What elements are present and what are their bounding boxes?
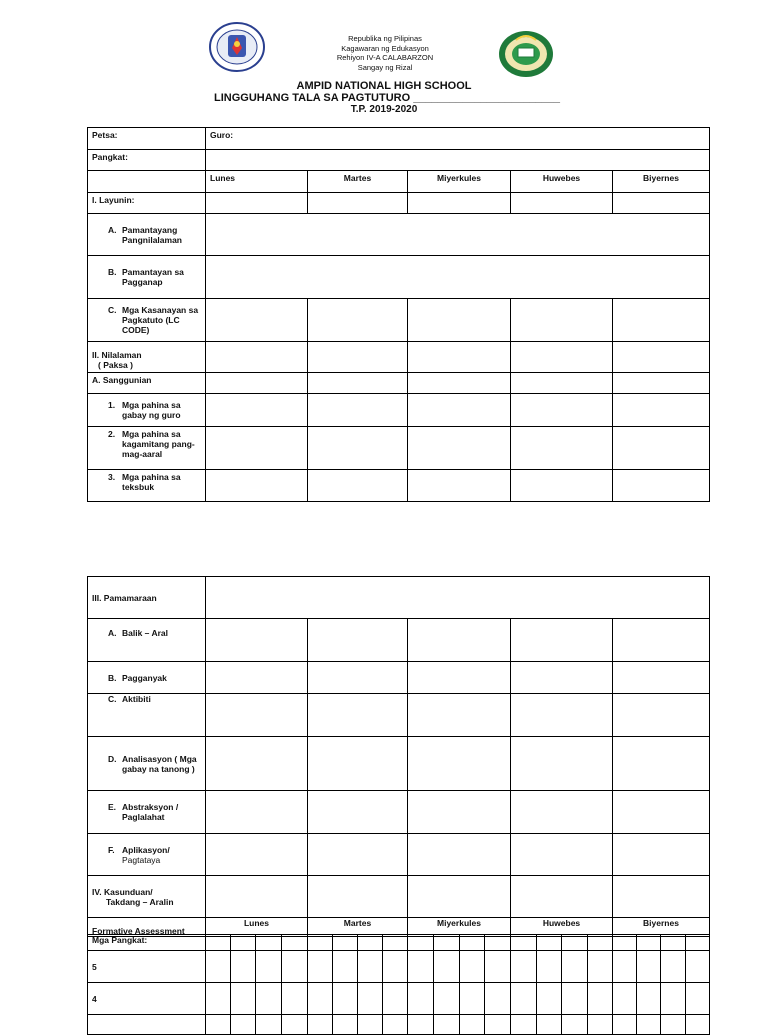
item-text: Mga pahina sa gabay ng guro (122, 400, 181, 420)
gabay-guro-miyerkules[interactable] (408, 394, 511, 427)
pagganyak-biyernes[interactable] (613, 662, 710, 694)
aktibiti-huwebes[interactable] (511, 694, 613, 737)
day-header-martes: Martes (308, 171, 408, 193)
score-cell[interactable] (588, 983, 613, 1015)
score-cell[interactable] (485, 1015, 511, 1035)
item-number: 1. (108, 400, 116, 410)
formative-assessment-grid (87, 934, 710, 1035)
kasunduan-text: IV. Kasunduan/ (92, 886, 153, 897)
aktibiti-biyernes[interactable] (613, 694, 710, 737)
score-cell[interactable] (511, 1015, 537, 1035)
takdang-aralin-text: Takdang – Aralin (106, 896, 174, 907)
score-cell[interactable] (511, 951, 537, 983)
republic-line: Republika ng Pilipinas (348, 34, 422, 43)
score-cell[interactable] (383, 983, 408, 1015)
nilalaman-biyernes[interactable] (613, 342, 710, 373)
score-cell[interactable] (231, 1015, 256, 1035)
score-cell[interactable] (333, 951, 358, 983)
score-cell[interactable] (661, 1015, 686, 1035)
score-cell[interactable] (434, 983, 460, 1015)
gabay-guro-label (88, 394, 206, 427)
score-row-4-label: 4 (88, 983, 206, 1015)
score-cell[interactable] (408, 983, 434, 1015)
score-cell[interactable] (511, 935, 537, 951)
pamantayang-pangnilalaman-label (88, 214, 206, 256)
score-cell[interactable] (408, 1015, 434, 1035)
score-cell[interactable] (383, 1015, 408, 1035)
nilalaman-text: II. Nilalaman (92, 350, 142, 360)
layunin-lunes[interactable] (206, 193, 308, 214)
item-letter: B. (108, 672, 117, 683)
score-cell[interactable] (661, 935, 686, 951)
guro-label: Guro: (210, 130, 234, 140)
abstraksyon-biyernes[interactable] (613, 791, 710, 834)
kagamitang-miyerkules[interactable] (408, 427, 511, 470)
balik-aral-huwebes[interactable] (511, 619, 613, 662)
score-row-5-label: 5 (88, 951, 206, 983)
score-cell[interactable] (537, 951, 562, 983)
fa-day-lunes: Lunes (206, 918, 308, 937)
score-cell[interactable] (511, 983, 537, 1015)
teksbuk-biyernes[interactable] (613, 470, 710, 502)
score-cell[interactable] (485, 983, 511, 1015)
pagganyak-lunes[interactable] (206, 662, 308, 694)
score-cell[interactable] (231, 935, 256, 951)
score-cell[interactable] (358, 951, 383, 983)
gabay-guro-lunes[interactable] (206, 394, 308, 427)
score-cell[interactable] (562, 983, 588, 1015)
item-letter: F. (108, 844, 115, 855)
day-header-huwebes: Huwebes (511, 171, 613, 193)
score-cell[interactable] (256, 935, 282, 951)
teksbuk-huwebes[interactable] (511, 470, 613, 502)
item-letter: A. (108, 628, 117, 638)
division-line: Sangay ng Rizal (357, 62, 413, 72)
balik-aral-label (88, 619, 206, 662)
analisasyon-lunes[interactable] (206, 737, 308, 791)
school-seal-logo (498, 30, 554, 78)
aktibiti-label (88, 694, 206, 737)
kasanayan-biyernes[interactable] (613, 299, 710, 342)
deped-seal-logo (209, 22, 265, 72)
score-cell[interactable] (206, 1015, 231, 1035)
item-text: Pamantayan sa Pagganap (122, 267, 184, 287)
item-text: Abstraksyon / Paglalahat (122, 802, 179, 822)
day-header-lunes: Lunes (206, 171, 308, 193)
sanggunian-biyernes[interactable] (613, 373, 710, 394)
item-letter: A. (108, 224, 117, 235)
teksbuk-lunes[interactable] (206, 470, 308, 502)
score-cell[interactable] (613, 1015, 637, 1035)
balik-aral-miyerkules[interactable] (408, 619, 511, 662)
score-cell[interactable] (537, 935, 562, 951)
fa-day-huwebes: Huwebes (511, 918, 613, 937)
score-cell[interactable] (562, 951, 588, 983)
score-cell[interactable] (460, 951, 485, 983)
day-header-miyerkules: Miyerkules (408, 171, 511, 193)
gabay-guro-huwebes[interactable] (511, 394, 613, 427)
school-year: T.P. 2019-2020 (350, 104, 418, 115)
aktibiti-martes[interactable] (308, 694, 408, 737)
score-cell[interactable] (358, 983, 383, 1015)
aplikasyon-label (88, 834, 206, 876)
abstraksyon-miyerkules[interactable] (408, 791, 511, 834)
sanggunian-miyerkules[interactable] (408, 373, 511, 394)
layunin-biyernes[interactable] (613, 193, 710, 214)
score-cell[interactable] (383, 935, 408, 951)
score-cell[interactable] (686, 935, 710, 951)
kasunduan-biyernes[interactable] (613, 876, 710, 918)
nilalaman-miyerkules[interactable] (408, 342, 511, 373)
analisasyon-huwebes[interactable] (511, 737, 613, 791)
aplikasyon-huwebes[interactable] (511, 834, 613, 876)
blank-header-cell (88, 171, 206, 193)
item-letter: B. (108, 267, 117, 277)
guro-field[interactable] (206, 128, 710, 150)
item-number: 2. (108, 429, 116, 439)
score-cell[interactable] (308, 951, 333, 983)
score-cell[interactable] (282, 1015, 308, 1035)
teksbuk-martes[interactable] (308, 470, 408, 502)
kasanayan-label (88, 299, 206, 342)
score-cell[interactable] (686, 1015, 710, 1035)
score-cell[interactable] (282, 951, 308, 983)
lesson-log-table-part2 (87, 576, 710, 937)
formative-assessment-label: Formative Assessment (88, 918, 206, 937)
fa-day-biyernes: Biyernes (613, 918, 710, 937)
score-cell[interactable] (637, 935, 661, 951)
score-cell[interactable] (562, 935, 588, 951)
item-text: Pamantayang Pangnilalaman (122, 224, 182, 245)
pamantayan-pagganap-field[interactable] (206, 256, 710, 299)
score-cell[interactable] (613, 951, 637, 983)
balik-aral-lunes[interactable] (206, 619, 308, 662)
paksa-text: ( Paksa ) (98, 360, 133, 370)
score-cell[interactable] (333, 1015, 358, 1035)
score-cell[interactable] (588, 951, 613, 983)
gabay-guro-biyernes[interactable] (613, 394, 710, 427)
score-cell[interactable] (686, 983, 710, 1015)
score-cell[interactable] (637, 951, 661, 983)
score-cell[interactable] (686, 951, 710, 983)
item-letter: C. (108, 305, 117, 315)
fa-day-miyerkules: Miyerkules (408, 918, 511, 937)
abstraksyon-martes[interactable] (308, 791, 408, 834)
score-cell[interactable] (206, 935, 231, 951)
item-letter: D. (108, 753, 117, 764)
score-cell[interactable] (460, 935, 485, 951)
kagamitang-martes[interactable] (308, 427, 408, 470)
item-letter: C. (108, 694, 117, 704)
score-cell[interactable] (333, 935, 358, 951)
balik-aral-martes[interactable] (308, 619, 408, 662)
aplikasyon-biyernes[interactable] (613, 834, 710, 876)
score-cell[interactable] (408, 935, 434, 951)
pamantayan-pagganap-label (88, 256, 206, 299)
item-text: Mga pahina sa teksbuk (122, 472, 181, 492)
item-subtext: Pagtataya (122, 854, 161, 865)
sanggunian-label: A. Sanggunian (88, 373, 206, 394)
kasunduan-huwebes[interactable] (511, 876, 613, 918)
lesson-log-table-part1 (87, 127, 710, 502)
department-line: Kagawaran ng Edukasyon (341, 43, 429, 53)
analisasyon-biyernes[interactable] (613, 737, 710, 791)
score-cell[interactable] (231, 983, 256, 1015)
nilalaman-martes[interactable] (308, 342, 408, 373)
score-cell[interactable] (434, 935, 460, 951)
score-cell[interactable] (206, 983, 231, 1015)
score-cell[interactable] (333, 983, 358, 1015)
score-cell[interactable] (588, 935, 613, 951)
gabay-guro-martes[interactable] (308, 394, 408, 427)
analisasyon-martes[interactable] (308, 737, 408, 791)
aktibiti-lunes[interactable] (206, 694, 308, 737)
form-title: LINGGUHANG TALA SA PAGTUTURO ________________________ (214, 92, 561, 104)
nilalaman-huwebes[interactable] (511, 342, 613, 373)
score-cell[interactable] (308, 983, 333, 1015)
score-cell[interactable] (434, 1015, 460, 1035)
score-cell[interactable] (460, 983, 485, 1015)
item-text: Pagganyak (122, 672, 167, 683)
pamamaraan-field[interactable] (206, 577, 710, 619)
analisasyon-label (88, 737, 206, 791)
sanggunian-martes[interactable] (308, 373, 408, 394)
kagamitang-biyernes[interactable] (613, 427, 710, 470)
score-cell[interactable] (562, 1015, 588, 1035)
item-text: Analisasyon ( Mga gabay na tanong ) (122, 753, 197, 774)
layunin-martes[interactable] (308, 193, 408, 214)
score-cell[interactable] (661, 951, 686, 983)
layunin-huwebes[interactable] (511, 193, 613, 214)
score-cell[interactable] (485, 935, 511, 951)
teksbuk-miyerkules[interactable] (408, 470, 511, 502)
item-text: Mga pahina sa kagamitang pang-mag-aaral (122, 429, 195, 459)
score-cell[interactable] (460, 1015, 485, 1035)
score-cell[interactable] (613, 983, 637, 1015)
pamantayang-pangnilalaman-field[interactable] (206, 214, 710, 256)
analisasyon-miyerkules[interactable] (408, 737, 511, 791)
aplikasyon-martes[interactable] (308, 834, 408, 876)
kasanayan-martes[interactable] (308, 299, 408, 342)
pagganyak-huwebes[interactable] (511, 662, 613, 694)
pagganyak-miyerkules[interactable] (408, 662, 511, 694)
score-cell[interactable] (485, 951, 511, 983)
item-number: 3. (108, 472, 116, 482)
aktibiti-miyerkules[interactable] (408, 694, 511, 737)
kagamitang-lunes[interactable] (206, 427, 308, 470)
aplikasyon-miyerkules[interactable] (408, 834, 511, 876)
score-cell[interactable] (308, 935, 333, 951)
score-row-next-label (88, 1015, 206, 1035)
score-cell[interactable] (282, 935, 308, 951)
score-cell[interactable] (383, 951, 408, 983)
teksbuk-label (88, 470, 206, 502)
score-cell[interactable] (256, 983, 282, 1015)
score-cell[interactable] (588, 1015, 613, 1035)
pamamaraan-label: III. Pamamaraan (88, 577, 206, 619)
score-cell[interactable] (613, 935, 637, 951)
item-text: Aplikasyon/ (122, 844, 170, 855)
score-cell[interactable] (358, 1015, 383, 1035)
score-cell[interactable] (537, 1015, 562, 1035)
mga-pangkat-label: Mga Pangkat: (88, 935, 206, 951)
kagamitang-huwebes[interactable] (511, 427, 613, 470)
score-cell[interactable] (537, 983, 562, 1015)
score-cell[interactable] (282, 983, 308, 1015)
score-cell[interactable] (434, 951, 460, 983)
kasanayan-miyerkules[interactable] (408, 299, 511, 342)
abstraksyon-label (88, 791, 206, 834)
region-line: Rehiyon IV-A CALABARZON (336, 53, 434, 62)
petsa-label: Petsa: (88, 128, 206, 150)
kagamitang-mag-aaral-label (88, 427, 206, 470)
item-text: Balik – Aral (122, 628, 168, 638)
nilalaman-label (88, 342, 206, 373)
score-cell[interactable] (256, 951, 282, 983)
pagganyak-label (88, 662, 206, 694)
score-cell[interactable] (408, 951, 434, 983)
layunin-label: I. Layunin: (88, 193, 206, 214)
item-text: Mga Kasanayan sa Pagkatuto (LC CODE) (122, 305, 199, 335)
score-cell[interactable] (637, 1015, 661, 1035)
score-cell[interactable] (661, 983, 686, 1015)
sanggunian-huwebes[interactable] (511, 373, 613, 394)
abstraksyon-huwebes[interactable] (511, 791, 613, 834)
kasunduan-martes[interactable] (308, 876, 408, 918)
layunin-miyerkules[interactable] (408, 193, 511, 214)
balik-aral-biyernes[interactable] (613, 619, 710, 662)
abstraksyon-lunes[interactable] (206, 791, 308, 834)
day-header-biyernes: Biyernes (613, 171, 710, 193)
item-letter: E. (108, 802, 117, 812)
score-cell[interactable] (308, 1015, 333, 1035)
score-cell[interactable] (637, 983, 661, 1015)
kasanayan-huwebes[interactable] (511, 299, 613, 342)
aplikasyon-lunes[interactable] (206, 834, 308, 876)
kasanayan-lunes[interactable] (206, 299, 308, 342)
score-cell[interactable] (231, 951, 256, 983)
item-text: Aktibiti (122, 694, 151, 704)
score-cell[interactable] (256, 1015, 282, 1035)
nilalaman-lunes[interactable] (206, 342, 308, 373)
school-name: AMPID NATIONAL HIGH SCHOOL (296, 80, 472, 92)
agency-header (300, 34, 470, 72)
sanggunian-lunes[interactable] (206, 373, 308, 394)
pangkat-label: Pangkat: (88, 150, 206, 171)
kasunduan-label (88, 876, 206, 918)
score-cell[interactable] (358, 935, 383, 951)
fa-day-martes: Martes (308, 918, 408, 937)
pangkat-field[interactable] (206, 150, 710, 171)
pagganyak-martes[interactable] (308, 662, 408, 694)
kasunduan-miyerkules[interactable] (408, 876, 511, 918)
kasunduan-lunes[interactable] (206, 876, 308, 918)
score-cell[interactable] (206, 951, 231, 983)
